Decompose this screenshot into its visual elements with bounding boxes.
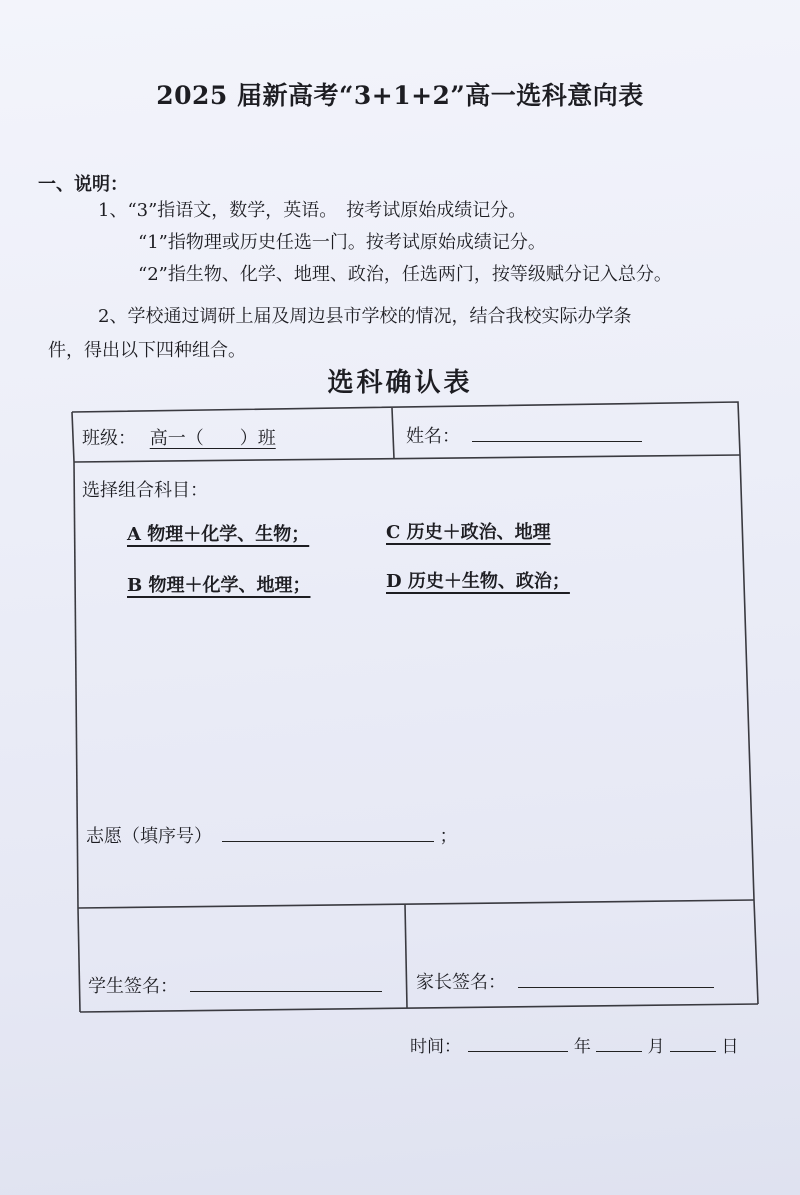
document-title: 2025 届新高考“3+1+2”高一选科意向表 — [156, 81, 644, 110]
instruction-line: 件，得出以下四种组合。 — [48, 340, 246, 361]
instruction-line: 2、学校通过调研上届及周边县市学校的情况，结合我校实际办学条 — [98, 306, 632, 327]
date-label: 时间： — [410, 1037, 461, 1057]
combo-option-a: A 物理＋化学、生物； — [127, 524, 310, 545]
month-blank[interactable] — [596, 1033, 642, 1052]
student-sign-blank[interactable] — [190, 973, 382, 992]
choice-field[interactable] — [86, 822, 457, 848]
name-field[interactable] — [406, 422, 642, 448]
choice-blank[interactable] — [222, 823, 434, 842]
student-sign-label: 学生签名： — [88, 976, 178, 997]
combo-option-c: C 历史＋政治、地理 — [386, 522, 551, 543]
day-blank[interactable] — [670, 1033, 716, 1052]
instruction-line: “1”指物理或历史任选一门。按考试原始成绩记分。 — [138, 232, 546, 253]
name-blank[interactable] — [472, 423, 642, 442]
name-label: 姓名： — [406, 426, 460, 447]
combo-option-d: D 历史＋生物、政治； — [386, 571, 570, 592]
choice-end: ； — [439, 826, 458, 847]
month-label: 月 — [647, 1037, 665, 1057]
instructions-heading: 一、说明： — [38, 174, 128, 195]
choice-label: 志愿（填序号） — [86, 826, 212, 847]
parent-sign-field[interactable] — [416, 968, 714, 994]
year-blank[interactable] — [468, 1033, 568, 1052]
class-value: 高一（ ）班 — [149, 428, 276, 449]
class-label: 班级： — [82, 428, 136, 449]
class-field[interactable] — [82, 424, 276, 450]
combo-option-b: B 物理＋化学、地理； — [127, 575, 311, 596]
instruction-line: “2”指生物、化学、地理、政治，任选两门，按等级赋分记入总分。 — [138, 264, 672, 285]
parent-sign-blank[interactable] — [518, 969, 714, 988]
form-title: 选科确认表 — [327, 368, 473, 398]
instruction-line: 1、“3”指语文，数学，英语。 按考试原始成绩记分。 — [98, 200, 527, 221]
day-label: 日 — [721, 1037, 739, 1057]
student-sign-field[interactable] — [88, 972, 382, 998]
year-label: 年 — [573, 1037, 591, 1057]
date-field[interactable] — [410, 1032, 738, 1057]
parent-sign-label: 家长签名： — [416, 972, 506, 993]
combos-label: 选择组合科目： — [82, 480, 208, 501]
